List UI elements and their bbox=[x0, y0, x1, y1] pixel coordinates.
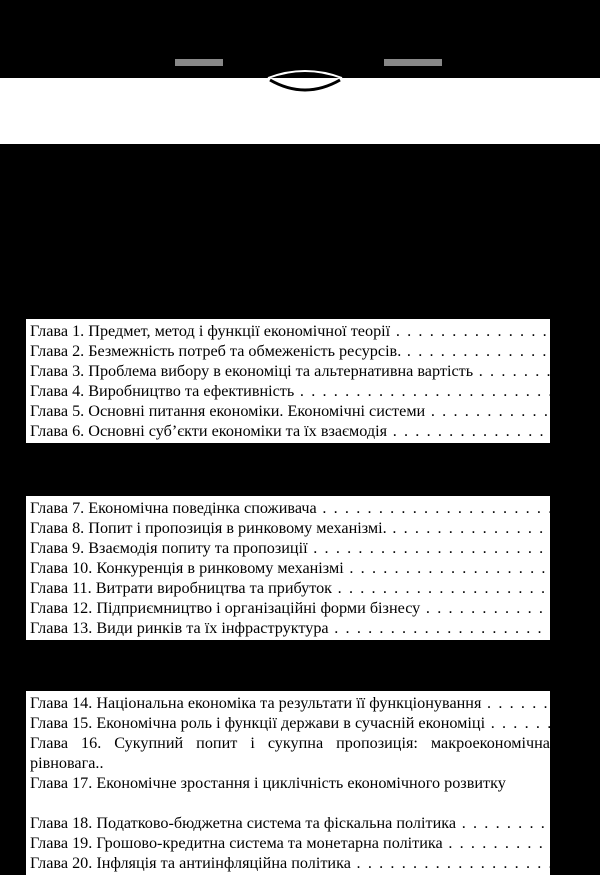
toc-entry: Глава 9. Взаємодія попиту та пропозиції . . . bbox=[30, 538, 550, 558]
toc-section-3 bbox=[26, 691, 550, 875]
toc-entry: Глава 6. Основні суб’єкти економіки та їх взаємодія . . . bbox=[30, 421, 550, 441]
toc-entry: Глава 14. Національна економіка та результати її функціонування . . . bbox=[30, 693, 550, 713]
toc-entry: Глава 8. Попит і пропозиція в ринковому механізмі. . . . bbox=[30, 518, 550, 538]
toc-entry: Глава 20. Інфляція та антиінфляційна політика . . . bbox=[30, 853, 550, 873]
toc-entry: Глава 2. Безмежність потреб та обмеженість ресурсів. . . . bbox=[30, 341, 550, 361]
toc-entry-wrapped: Глава 16. Сукупний попит і сукупна пропозиція: макроекономічна рівновага.. bbox=[30, 734, 550, 772]
toc-entry: Глава 11. Витрати виробництва та прибуток . . . bbox=[30, 578, 550, 598]
toc-section-1 bbox=[26, 319, 550, 443]
toc-entry: Глава 5. Основні питання економіки. Економічні системи . . . bbox=[30, 401, 550, 421]
toc-entry: Глава 4. Виробництво та ефективність . . . bbox=[30, 381, 550, 401]
toc-entry: Глава 12. Підприємництво і організаційні форми бізнесу . . . bbox=[30, 598, 550, 618]
header-ornament bbox=[0, 0, 600, 144]
toc-entry-wrapped: Глава 17. Економічне зростання і циклічність економічного розвитку bbox=[30, 774, 506, 792]
toc-entry: Глава 10. Конкуренція в ринковому механізмі . . . bbox=[30, 558, 550, 578]
toc-entry: Глава 3. Проблема вибору в економіці та альтернативна вартість . . . bbox=[30, 361, 550, 381]
toc-entry: Глава 18. Податково-бюджетна система та фіскальна політика . . . bbox=[30, 813, 550, 833]
toc-entry: Глава 1. Предмет, метод і функції економічної теорії . . . bbox=[30, 321, 550, 341]
toc-entry: Глава 19. Грошово-кредитна система та монетарна політика . . . bbox=[30, 833, 550, 853]
toc-entry: Глава 13. Види ринків та їх інфраструктура . . . bbox=[30, 618, 550, 638]
toc-entry: Глава 7. Економічна поведінка споживача . . . bbox=[30, 498, 550, 518]
toc-section-2 bbox=[26, 496, 550, 640]
toc-entry: Глава 15. Економічна роль і функції держави в сучасній економіці . . . bbox=[30, 713, 550, 733]
